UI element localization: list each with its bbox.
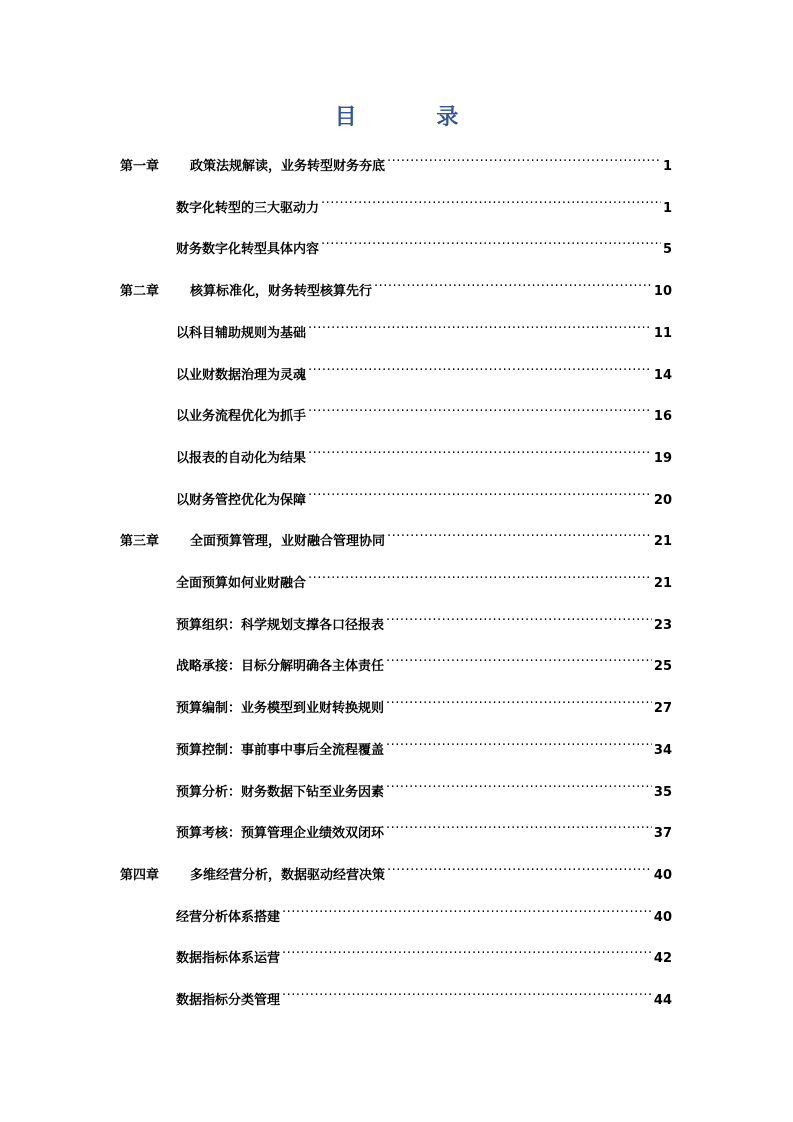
chapter-number: 第一章: [120, 159, 160, 174]
entry-title: 预算控制：事前事中事后全流程覆盖: [176, 742, 385, 758]
page-title: 目 录: [334, 105, 495, 130]
dot-leader: [386, 813, 652, 837]
toc-section-entry[interactable]: [176, 813, 672, 842]
entry-title: 全面预算管理，业财融合管理协同: [190, 534, 386, 550]
dot-leader: [386, 688, 652, 712]
page-number: 35: [653, 784, 672, 800]
page-number: 27: [653, 701, 672, 717]
page-number: 14: [653, 367, 672, 383]
toc-section-entry[interactable]: [176, 897, 672, 925]
dot-leader: [386, 646, 652, 670]
dot-leader: [321, 188, 661, 212]
entry-title: 预算考核：预算管理企业绩效双闭环: [176, 826, 385, 842]
dot-leader: [308, 438, 652, 462]
toc-section-entry[interactable]: [176, 480, 672, 508]
toc-section-entry[interactable]: [176, 313, 672, 341]
entry-title: 经营分析体系搭建: [176, 909, 281, 925]
toc-section-entry[interactable]: [176, 229, 672, 258]
page-number: 44: [653, 993, 672, 1008]
toc-chapter-entry[interactable]: [120, 855, 672, 883]
page-number: 11: [653, 325, 672, 341]
entry-title: 核算标准化，财务转型核算先行: [190, 284, 373, 300]
toc-section-entry[interactable]: [176, 730, 672, 758]
entry-title: 数据指标分类管理: [176, 993, 281, 1008]
dot-leader: [308, 480, 652, 504]
toc-section-entry[interactable]: [176, 646, 672, 675]
page-number: 16: [653, 409, 672, 425]
entry-title: 战略承接：目标分解明确各主体责任: [176, 659, 385, 675]
entry-title: 预算分析：财务数据下钻至业务因素: [176, 784, 385, 800]
page-number: 40: [653, 867, 672, 883]
dot-leader: [308, 313, 652, 337]
page-number: 34: [653, 742, 672, 758]
dot-leader: [387, 146, 661, 170]
toc-section-entry[interactable]: [176, 563, 672, 591]
dot-leader: [308, 396, 652, 420]
entry-title: 数据指标体系运营: [176, 951, 281, 967]
page-number: 42: [653, 951, 672, 967]
toc-chapter-entry[interactable]: [120, 521, 672, 550]
page-number: 5: [662, 242, 672, 258]
entry-title: 以科目辅助规则为基础: [176, 325, 307, 341]
toc-section-entry[interactable]: [176, 438, 672, 466]
page-number: 21: [653, 534, 672, 550]
chapter-number: 第三章: [120, 534, 160, 550]
toc-chapter-entry[interactable]: [120, 271, 672, 300]
dot-leader: [386, 730, 652, 754]
page-number: 1: [662, 200, 672, 216]
dot-leader: [308, 563, 652, 587]
dot-leader: [321, 229, 661, 253]
page-number: 1: [662, 159, 672, 174]
toc-section-entry[interactable]: [176, 688, 672, 717]
page-number: 19: [653, 450, 672, 466]
page-number: 40: [653, 909, 672, 925]
dot-leader: [282, 938, 652, 962]
entry-title: 财务数字化转型具体内容: [176, 242, 320, 258]
entry-title: 以业财数据治理为灵魂: [176, 367, 307, 383]
page-number: 10: [653, 284, 672, 300]
toc-section-entry[interactable]: [176, 355, 672, 383]
page-number: 21: [653, 576, 672, 591]
dot-leader: [386, 772, 652, 796]
toc-section-entry[interactable]: [176, 605, 672, 633]
page-number: 37: [653, 826, 672, 842]
toc-section-entry[interactable]: [176, 772, 672, 800]
entry-title: 多维经营分析，数据驱动经营决策: [190, 867, 386, 883]
page-number: 23: [653, 617, 672, 633]
dot-leader: [387, 521, 652, 545]
dot-leader: [387, 855, 652, 879]
dot-leader: [282, 980, 652, 1004]
dot-leader: [386, 605, 652, 629]
entry-title: 预算编制：业务模型到业财转换规则: [176, 701, 385, 717]
toc-section-entry[interactable]: [176, 188, 672, 216]
toc-section-entry[interactable]: [176, 980, 672, 1008]
entry-title: 政策法规解读，业务转型财务夯底: [190, 159, 386, 174]
entry-title: 以报表的自动化为结果: [176, 450, 307, 466]
page-number: 25: [653, 659, 672, 675]
toc-section-entry[interactable]: [176, 396, 672, 425]
chapter-number: 第四章: [120, 867, 160, 883]
toc-chapter-entry[interactable]: [120, 146, 672, 174]
dot-leader: [308, 355, 652, 379]
toc-section-entry[interactable]: [176, 938, 672, 967]
entry-title: 以财务管控优化为保障: [176, 492, 307, 508]
dot-leader: [374, 271, 652, 295]
entry-title: 预算组织：科学规划支撑各口径报表: [176, 617, 385, 633]
entry-title: 数字化转型的三大驱动力: [176, 200, 320, 216]
entry-title: 以业务流程优化为抓手: [176, 409, 307, 425]
dot-leader: [282, 897, 652, 921]
chapter-number: 第二章: [120, 284, 160, 300]
entry-title: 全面预算如何业财融合: [176, 576, 307, 591]
page-number: 20: [653, 492, 672, 508]
